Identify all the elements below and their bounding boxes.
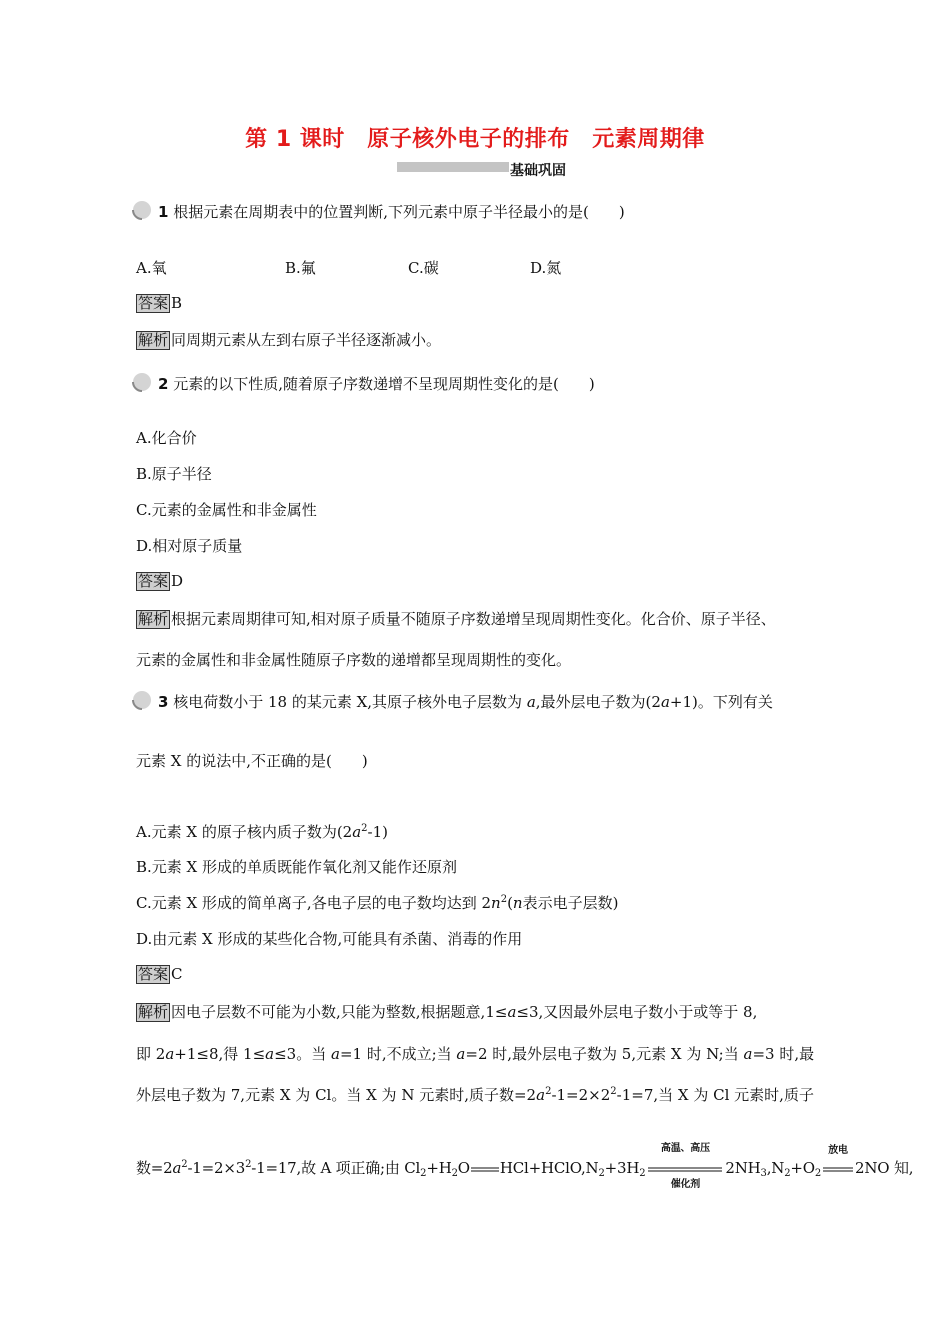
variable-a: a <box>743 1045 753 1063</box>
condition-top-label: 高温、高压 <box>660 1143 710 1154</box>
q2-answer <box>136 571 183 591</box>
analysis-text: 外层电子数为 7,元素 X 为 Cl。当 X 为 N 元素时,质子数=2 <box>136 1086 537 1104</box>
q1-answer <box>136 293 182 313</box>
double-line-arrow-icon <box>822 1159 854 1179</box>
analysis-text: +H <box>426 1159 452 1177</box>
question-3-stem <box>136 692 773 712</box>
variable-a: a <box>507 1003 517 1021</box>
question-text: 元素的以下性质,随着原子序数递增不呈现周期性变化的是( ) <box>173 375 595 393</box>
analysis-text: -1=17,故 A 项正确;由 Cl <box>251 1159 421 1177</box>
q3-option-c <box>136 893 618 913</box>
q1-option-c: C.碳 <box>408 259 439 277</box>
variable-a: a <box>265 1045 275 1063</box>
analysis-text: -1=2×3 <box>187 1159 246 1177</box>
q1-option-d: D.氮 <box>530 259 562 277</box>
double-line-arrow-icon <box>470 1159 500 1179</box>
question-bullet-icon <box>130 688 154 712</box>
analysis-text: 同周期元素从左到右原子半径逐渐减小。 <box>171 331 442 349</box>
answer-tag: 答案 <box>138 965 169 983</box>
q2-option-c: C.元素的金属性和非金属性 <box>136 501 317 519</box>
q2-option-a: A.化合价 <box>136 429 197 447</box>
superscript: 2 <box>361 823 368 834</box>
answer-tag: 答案 <box>138 572 169 590</box>
reaction-condition-arrow <box>647 1143 723 1190</box>
q2-option-b: B.原子半径 <box>136 465 212 483</box>
section-bar <box>397 162 509 172</box>
q2-analysis-line-1 <box>136 609 776 629</box>
analysis-text: +O <box>790 1159 815 1177</box>
variable-a: a <box>165 1045 175 1063</box>
subscript: 2 <box>598 1168 605 1179</box>
subscript: 2 <box>420 1168 427 1179</box>
option-text: A.元素 X 的原子核内质子数为(2 <box>136 823 353 841</box>
q2-analysis-line-2: 元素的金属性和非金属性随原子序数的递增都呈现周期性的变化。 <box>136 651 572 669</box>
analysis-tag: 解析 <box>138 610 169 628</box>
analysis-text: HCl+HClO,N <box>499 1159 599 1177</box>
condition-bottom-label: 催化剂 <box>670 1179 701 1190</box>
option-text: 表示电子层数) <box>522 894 619 912</box>
question-text: 核电荷数小于 18 的某元素 X,其原子核外电子层数为 <box>173 693 527 711</box>
variable-n: n <box>491 894 501 912</box>
q2-option-d: D.相对原子质量 <box>136 537 243 555</box>
superscript: 2 <box>500 894 508 905</box>
superscript: 2 <box>245 1159 252 1170</box>
question-number: 2 <box>158 375 169 393</box>
lesson-title: 第 1 课时 原子核外电子的排布 元素周期律 <box>245 127 705 152</box>
analysis-tag: 解析 <box>138 331 169 349</box>
condition-top-label: 放电 <box>828 1145 848 1156</box>
variable-a: a <box>536 1086 546 1104</box>
subscript: 2 <box>814 1168 822 1179</box>
analysis-text: 2NH <box>725 1159 761 1177</box>
analysis-text: O <box>457 1159 470 1177</box>
question-3-stem-line-2: 元素 X 的说法中,不正确的是( ) <box>136 752 368 770</box>
q3-answer <box>136 964 183 984</box>
question-bullet-icon <box>130 198 154 222</box>
equilibrium-arrow <box>470 1159 500 1179</box>
q3-analysis-line-2 <box>136 1044 814 1064</box>
q3-option-a <box>136 822 388 842</box>
q3-analysis-line-4 <box>136 1143 914 1190</box>
variable-a: a <box>526 693 536 711</box>
option-text: ( <box>507 894 513 912</box>
analysis-text: =3 时,最 <box>752 1045 815 1063</box>
q3-analysis-line-1 <box>136 1002 757 1022</box>
variable-a: a <box>352 823 362 841</box>
superscript: 2 <box>610 1086 617 1097</box>
section-label: 基础巩固 <box>510 163 566 179</box>
answer-value: C <box>171 965 183 983</box>
analysis-text: 数=2 <box>136 1159 173 1177</box>
analysis-text: =1 时,不成立;当 <box>339 1045 457 1063</box>
analysis-tag: 解析 <box>138 1003 169 1021</box>
question-text: 根据元素在周期表中的位置判断,下列元素中原子半径最小的是( ) <box>173 203 625 221</box>
q1-option-a: A.氧 <box>136 259 167 277</box>
subscript: 2 <box>784 1168 791 1179</box>
question-text: ,最外层电子数为(2 <box>535 693 661 711</box>
question-number: 3 <box>158 693 169 711</box>
question-bullet-icon <box>130 370 154 394</box>
analysis-text: ≤3,又因最外层电子数小于或等于 8, <box>516 1003 758 1021</box>
analysis-text: +1≤8,得 1≤ <box>174 1045 266 1063</box>
subscript: 3 <box>760 1168 767 1179</box>
superscript: 2 <box>181 1159 188 1170</box>
answer-value: B <box>171 294 183 312</box>
question-2-stem <box>136 374 595 394</box>
variable-n: n <box>512 894 523 912</box>
variable-a: a <box>456 1045 466 1063</box>
q1-analysis <box>136 330 441 350</box>
analysis-text: ≤3。当 <box>274 1045 331 1063</box>
analysis-text: -1=7,当 X 为 Cl 元素时,质子 <box>616 1086 814 1104</box>
q3-analysis-line-3 <box>136 1085 814 1105</box>
q3-option-b: B.元素 X 形成的单质既能作氧化剂又能作还原剂 <box>136 858 458 876</box>
superscript: 2 <box>545 1086 552 1097</box>
analysis-text: +3H <box>604 1159 640 1177</box>
analysis-text: 即 2 <box>136 1045 166 1063</box>
variable-a: a <box>660 693 670 711</box>
subscript: 2 <box>451 1168 458 1179</box>
q1-option-b: B.氟 <box>285 259 316 277</box>
question-text: +1)。下列有关 <box>669 693 773 711</box>
analysis-text: ,N <box>766 1159 785 1177</box>
analysis-text: 根据元素周期律可知,相对原子质量不随原子序数递增呈现周期性变化。化合价、原子半径、 <box>171 610 776 628</box>
analysis-text: 因电子层数不可能为小数,只能为整数,根据题意,1≤ <box>171 1003 508 1021</box>
discharge-arrow <box>822 1145 854 1179</box>
answer-tag: 答案 <box>138 294 169 312</box>
subscript: 2 <box>639 1168 646 1179</box>
option-text: C.元素 X 形成的简单离子,各电子层的电子数均达到 2 <box>136 894 492 912</box>
question-number: 1 <box>158 203 169 221</box>
option-text: -1) <box>367 823 389 841</box>
answer-value: D <box>171 572 184 590</box>
analysis-text: 2NO 知, <box>855 1159 914 1177</box>
variable-a: a <box>330 1045 340 1063</box>
variable-a: a <box>172 1159 182 1177</box>
question-1-stem <box>136 202 625 222</box>
analysis-text: -1=2×2 <box>551 1086 611 1104</box>
analysis-text: =2 时,最外层电子数为 5,元素 X 为 N;当 <box>465 1045 744 1063</box>
q3-option-d: D.由元素 X 形成的某些化合物,可能具有杀菌、消毒的作用 <box>136 930 523 948</box>
